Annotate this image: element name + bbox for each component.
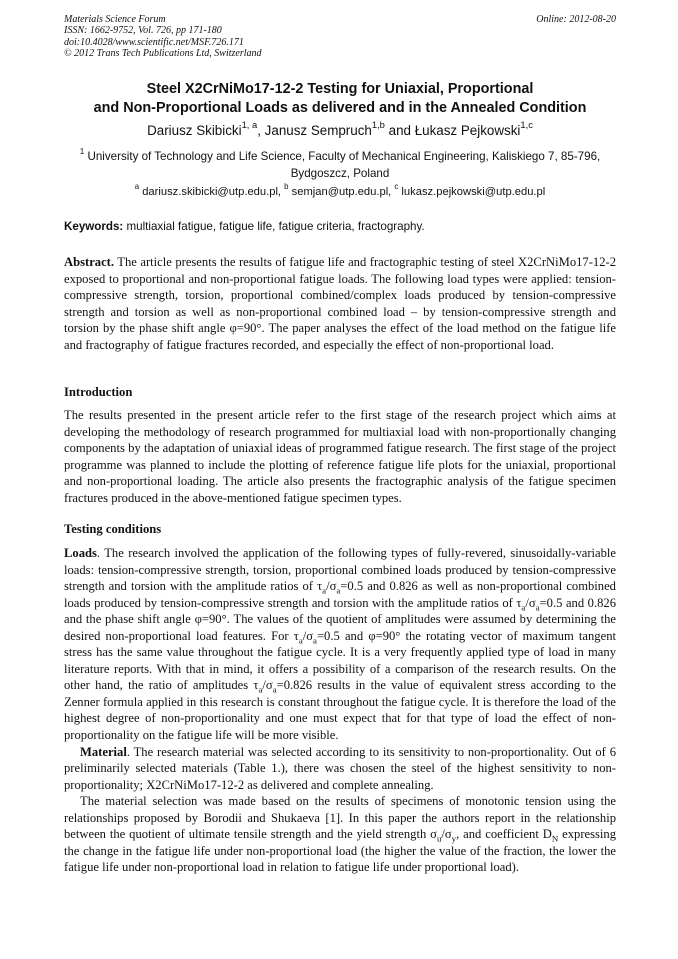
abstract-text: The article presents the results of fatigue life and fractographic testing of steel X2CrNiMo17-12-2 exposed to proportional and non-proportional fatigue loads. The following load types were applied: tension-compressive strength, torsion, proportional combined/complex loads produced by tension-compressive strength and torsion as well as non-proportional combined load – by tension-compressive strength and torsion by the phase shift angle φ=90°. The paper analyses the effect of the load method on the fatigue life and fractography of fatigue fractures recorded, and especially the effect of non-proportional load. xyxy=(64,255,616,352)
abstract xyxy=(64,254,616,353)
title-line-2: and Non-Proportional Loads as delivered and in the Annealed Condition xyxy=(93,99,587,116)
loads-label: Loads xyxy=(64,546,97,560)
issn-line: ISSN: 1662-9752, Vol. 726, pp 171-180 xyxy=(64,25,222,37)
tau-symbol: τ xyxy=(317,579,323,594)
subscript: a xyxy=(336,585,341,596)
journal-name: Materials Science Forum xyxy=(64,14,166,25)
author-sup: 1, a xyxy=(241,120,258,131)
sigma-symbol: σ xyxy=(329,579,337,594)
paragraph-text: =0.5 and 0.826 as well as non-proportional combined loads produced by tension-compressive strength and torsion with the amplitude ratios of xyxy=(64,579,616,610)
sigma-symbol: σ xyxy=(444,827,452,842)
abstract-label: Abstract. xyxy=(64,255,115,269)
subscript: a xyxy=(535,602,540,613)
sigma-symbol: σ xyxy=(528,595,536,610)
paper-title xyxy=(40,80,640,117)
paragraph-text: . The research material was selected according to its sensitivity to non-proportionality. Out of 6 preliminarily selected materials (Table 1.), there was chosen the steel of the highest sensitivity to non-proportionality; X2CrNiMo17-12-2 as delivered and complete annealing. xyxy=(64,744,616,792)
affiliation-sup: 1 xyxy=(79,146,85,156)
material-label: Material xyxy=(80,744,127,759)
journal-header xyxy=(64,14,616,59)
loads-paragraph xyxy=(64,545,616,744)
email-list xyxy=(40,184,640,200)
introduction-heading: Introduction xyxy=(64,385,133,399)
online-date: Online: 2012-08-20 xyxy=(536,14,616,25)
affiliation-text: University of Technology and Life Science, Faculty of Mechanical Engineering, Kaliskiego 7, 85-796, Bydgoszcz, Poland xyxy=(84,150,601,180)
paragraph-text: expressing the change in the fatigue life under non-proportional load (the higher the value of the fraction, the lower the fatigue life under non-proportional load in relation to fatigue life under proportional load). xyxy=(64,827,617,875)
email-address: lukasz.pejkowski@utp.edu.pl xyxy=(398,186,546,198)
affiliation xyxy=(70,146,610,182)
subscript: a xyxy=(258,684,263,695)
sigma-symbol: σ xyxy=(265,678,273,693)
selection-paragraph xyxy=(64,793,616,876)
keywords-label: Keywords: xyxy=(64,220,124,233)
email-address: dariusz.skibicki@utp.edu.pl, xyxy=(139,186,285,198)
slash: / xyxy=(262,678,266,693)
slash: / xyxy=(525,595,529,610)
author-separator: and xyxy=(384,123,415,138)
subscript: a xyxy=(272,684,277,695)
paragraph-text: , and coefficient D xyxy=(456,827,552,842)
author-name: Dariusz Skibicki xyxy=(147,123,242,138)
tau-symbol: τ xyxy=(253,678,259,693)
introduction-text: The results presented in the present article refer to the first stage of the research project which aims at developing the methodology of research programmed for multiaxial load with non-proportionally changing components by the adaptation of uniaxial ideas of programmed fatigue research. The first stage of the project programme was planned to include the plotting of reference fatigue life plots for the uniaxial, proportional and non-proportional loading. The article also presents the fractographic analysis of the fatigue specimen fractures produced in the above-mentioned fatigue specimen types. xyxy=(64,408,616,505)
slash: / xyxy=(326,579,330,594)
email-sup: c xyxy=(394,182,399,192)
doi-line: doi:10.4028/www.scientific.net/MSF.726.171 xyxy=(64,36,244,48)
material-paragraph xyxy=(64,744,616,794)
copyright-line: © 2012 Trans Tech Publications Ltd, Switzerland xyxy=(64,47,262,59)
paragraph-text: =0.5 and φ=90° the rotating vector of maximum tangent stress has the same value throughout the fatigue cycle. It is a very frequently applied type of load in many literature reports. With that in mind, it offers a possibility of a comparison of the research results. On the other hand, the ratio of amplitudes xyxy=(64,628,616,693)
subscript: a xyxy=(313,635,317,646)
author-sup: 1,c xyxy=(520,120,533,131)
author-name: Łukasz Pejkowski xyxy=(414,123,521,138)
slash: / xyxy=(302,628,307,643)
paragraph-text: =0.826 results in the value of equivalent stress according to the Zenner formula applied in this research is constant throughout the fatigue cycle. It is therefore the load of the highest degree of non-proportionality and one must expect that for that type of load the effect of non-proportionality on the fatigue life will be more visible. xyxy=(64,678,616,743)
title-line-1: Steel X2CrNiMo17-12-2 Testing for Uniaxial, Proportional xyxy=(146,81,534,97)
testing-conditions-text xyxy=(64,545,616,876)
author-separator: , xyxy=(257,123,265,138)
subscript: y xyxy=(451,833,457,844)
keywords xyxy=(64,219,616,235)
tau-symbol: τ xyxy=(293,628,299,643)
paragraph-text: . The research involved the application of the following types of fully-revered, sinusoidally-variable loads: tension-compressive strength, torsion, proportional combined loads produced by tension-compressive strength and torsion with the amplitude ratios of xyxy=(64,546,616,594)
sigma-symbol: σ xyxy=(430,827,437,842)
subscript: a xyxy=(521,602,526,613)
testing-conditions-heading: Testing conditions xyxy=(64,522,162,536)
tau-symbol: τ xyxy=(516,595,522,610)
keywords-text: multiaxial fatigue, fatigue life, fatigue criteria, fractography. xyxy=(123,220,425,233)
email-address: semjan@utp.edu.pl, xyxy=(288,186,395,198)
subscript: u xyxy=(436,833,442,844)
paragraph-text: =0.5 and 0.826 and the phase shift angle φ=90°. The values of the quotient of amplitudes were assumed by determining the desired non-proportional load features. For xyxy=(64,595,617,643)
author-list xyxy=(40,122,640,139)
email-sup: a xyxy=(134,182,140,192)
subscript: a xyxy=(322,585,327,596)
author-name: Janusz Sempruch xyxy=(264,123,372,138)
email-sup: b xyxy=(284,182,289,192)
subscript: a xyxy=(298,635,303,646)
paragraph-text: The material selection was made based on the results of specimens of monotonic tension using the relationships proposed by Borodii and Shukaeva [1]. In this paper the authors report in the relationship between the quotient of ultimate tensile strength and the yield strength xyxy=(64,794,616,842)
subscript: N xyxy=(551,833,559,844)
author-sup: 1,b xyxy=(371,120,385,131)
sigma-symbol: σ xyxy=(306,628,314,643)
slash: / xyxy=(441,827,445,842)
